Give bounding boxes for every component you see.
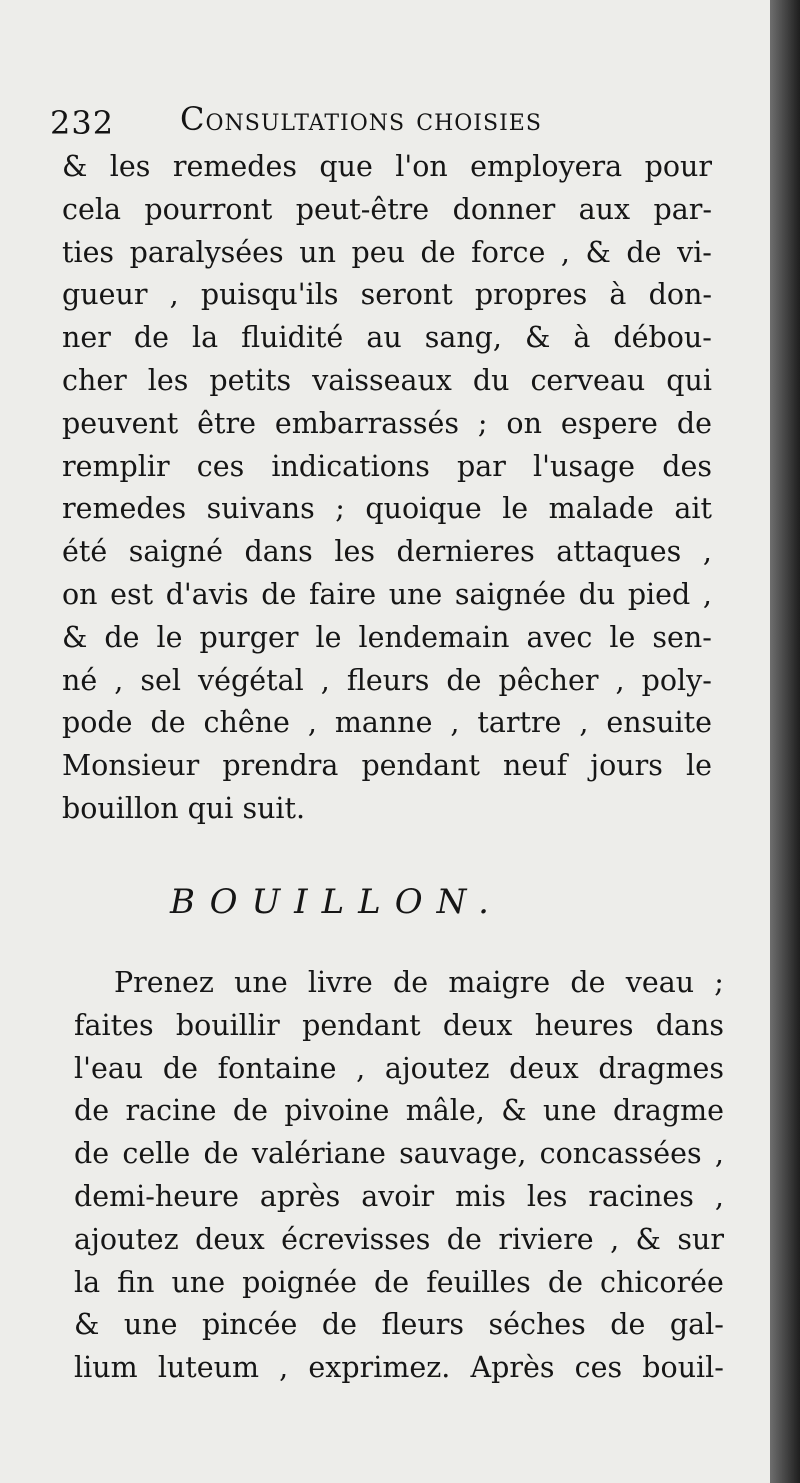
word: , bbox=[279, 1351, 289, 1385]
word: racines bbox=[588, 1179, 694, 1213]
word: , bbox=[450, 706, 460, 740]
text-line bbox=[62, 403, 712, 446]
word: on bbox=[62, 577, 98, 611]
word: pode bbox=[62, 706, 133, 740]
word: l'usage bbox=[533, 449, 636, 483]
word: exprimez. bbox=[308, 1351, 451, 1385]
word: par- bbox=[653, 192, 712, 226]
word: une bbox=[171, 1265, 226, 1299]
word: pour bbox=[644, 150, 712, 183]
word: sel bbox=[140, 663, 181, 697]
word: ; bbox=[714, 966, 724, 999]
word: végétal bbox=[198, 663, 304, 697]
section-heading: BOUILLON. bbox=[170, 882, 503, 922]
text-line bbox=[62, 274, 712, 317]
word: demi-heure bbox=[74, 1179, 239, 1213]
text-line: bouillon qui suit. bbox=[62, 791, 306, 825]
word: livre bbox=[307, 966, 373, 999]
word: mis bbox=[455, 1179, 506, 1213]
word: du bbox=[578, 577, 616, 611]
text-line bbox=[62, 617, 712, 660]
word: la bbox=[192, 321, 219, 355]
word: de bbox=[626, 235, 662, 269]
word: fleurs bbox=[381, 1308, 464, 1342]
word: de bbox=[446, 663, 482, 697]
word: saignée bbox=[454, 577, 566, 611]
word: après bbox=[259, 1179, 341, 1213]
word: Monsieur bbox=[62, 749, 200, 783]
word: peut-être bbox=[295, 192, 430, 226]
word: séches bbox=[488, 1308, 586, 1342]
word: sang, bbox=[424, 321, 502, 355]
word: dans bbox=[244, 535, 313, 569]
word: dragmes bbox=[598, 1051, 724, 1085]
word: bouillir bbox=[175, 1008, 280, 1042]
word: cela bbox=[62, 192, 121, 226]
word: ; bbox=[477, 406, 488, 440]
text-line bbox=[62, 232, 712, 275]
word: lendemain bbox=[358, 620, 510, 654]
word: au bbox=[366, 321, 402, 355]
text-line bbox=[74, 1090, 724, 1133]
page-edge-shadow bbox=[770, 0, 800, 1483]
word: ces bbox=[196, 449, 245, 483]
word: cher bbox=[62, 363, 127, 397]
word: de bbox=[133, 321, 169, 355]
word: attaques bbox=[556, 535, 682, 569]
word: avec bbox=[526, 620, 593, 654]
word: celle bbox=[122, 1137, 191, 1171]
word: Prenez bbox=[114, 966, 214, 999]
word: & bbox=[501, 1094, 527, 1128]
text-line bbox=[62, 446, 712, 489]
word: , bbox=[169, 278, 179, 312]
word: de bbox=[74, 1137, 110, 1171]
word: dragme bbox=[613, 1094, 724, 1128]
page-number: 232 bbox=[50, 104, 115, 142]
word: de bbox=[321, 1308, 357, 1342]
word: d'avis bbox=[165, 577, 249, 611]
word: , bbox=[610, 1222, 620, 1256]
text-line bbox=[74, 1005, 724, 1048]
word: que bbox=[319, 150, 373, 183]
word: tartre bbox=[477, 706, 562, 740]
text-line bbox=[62, 531, 712, 574]
word: deux bbox=[509, 1051, 579, 1085]
word: être bbox=[197, 406, 256, 440]
word: donner bbox=[452, 192, 556, 226]
word: gueur bbox=[62, 278, 148, 312]
word: pivoine bbox=[284, 1094, 390, 1128]
word: de bbox=[232, 1094, 268, 1128]
word: du bbox=[472, 363, 510, 397]
word: fontaine bbox=[217, 1051, 337, 1085]
word: de bbox=[610, 1308, 646, 1342]
word: & bbox=[525, 321, 551, 355]
word: l'eau bbox=[74, 1051, 144, 1085]
word: , bbox=[714, 1179, 724, 1213]
word: faire bbox=[308, 577, 377, 611]
word: concassées bbox=[539, 1137, 702, 1171]
word: chicorée bbox=[600, 1265, 724, 1299]
text-line bbox=[74, 962, 724, 1005]
text-line bbox=[62, 488, 712, 531]
word: riviere bbox=[498, 1222, 594, 1256]
word: quoique bbox=[365, 492, 482, 526]
word: de bbox=[74, 1094, 110, 1128]
word: ensuite bbox=[606, 706, 712, 740]
running-head bbox=[50, 100, 740, 150]
word: , bbox=[615, 663, 625, 697]
word: de bbox=[392, 966, 429, 999]
word: de bbox=[162, 1051, 198, 1085]
word: à bbox=[609, 278, 627, 312]
word: fleurs bbox=[346, 663, 430, 697]
word: & bbox=[585, 235, 611, 269]
word: peuvent bbox=[62, 406, 179, 440]
word: don- bbox=[648, 278, 712, 312]
word: pendant bbox=[361, 749, 480, 783]
word: saigné bbox=[128, 535, 223, 569]
word: mâle, bbox=[405, 1094, 485, 1128]
word: pêcher bbox=[498, 663, 599, 697]
word: le bbox=[502, 492, 529, 526]
word: , bbox=[579, 706, 589, 740]
word: embarrassés bbox=[274, 406, 459, 440]
text-line bbox=[74, 1347, 724, 1390]
word: veau bbox=[625, 966, 695, 999]
word: suivans bbox=[206, 492, 315, 526]
word: Après bbox=[470, 1351, 555, 1385]
word: remedes bbox=[172, 150, 297, 183]
word: de bbox=[446, 1222, 482, 1256]
word: & bbox=[74, 1308, 100, 1342]
recipe-paragraph bbox=[74, 962, 724, 1390]
text-line bbox=[74, 1133, 724, 1176]
body-paragraph bbox=[62, 146, 712, 831]
word: seront bbox=[360, 278, 453, 312]
word: paralysées bbox=[129, 235, 284, 269]
word: pendant bbox=[302, 1008, 421, 1042]
word: la bbox=[74, 1265, 101, 1299]
word: à bbox=[573, 321, 591, 355]
word: pied bbox=[627, 577, 691, 611]
text-line bbox=[62, 660, 712, 703]
word: , bbox=[714, 1137, 724, 1171]
word: & bbox=[62, 620, 88, 654]
word: le bbox=[156, 620, 183, 654]
word: lium bbox=[74, 1351, 138, 1385]
text-line bbox=[62, 574, 712, 617]
word: est bbox=[110, 577, 154, 611]
word: le bbox=[685, 749, 712, 783]
word: de bbox=[104, 620, 140, 654]
word: vaisseaux bbox=[312, 363, 452, 397]
word: valériane bbox=[251, 1137, 386, 1171]
word: le bbox=[315, 620, 342, 654]
word: malade bbox=[548, 492, 654, 526]
word: de bbox=[676, 406, 712, 440]
word: une bbox=[123, 1308, 178, 1342]
word: ces bbox=[574, 1351, 623, 1385]
word: les bbox=[334, 535, 375, 569]
text-line bbox=[62, 189, 712, 232]
word: une bbox=[234, 966, 288, 999]
word: le bbox=[609, 620, 636, 654]
text-line bbox=[62, 317, 712, 360]
word: gal- bbox=[669, 1308, 724, 1342]
text-line bbox=[62, 702, 712, 745]
text-line bbox=[74, 1048, 724, 1091]
word: neuf bbox=[503, 749, 568, 783]
word: remplir bbox=[62, 449, 170, 483]
word: faites bbox=[74, 1008, 154, 1042]
word: maigre bbox=[448, 966, 551, 999]
word: , bbox=[320, 663, 330, 697]
word: , bbox=[702, 535, 712, 569]
word: feuilles bbox=[426, 1265, 531, 1299]
word: force bbox=[471, 235, 546, 269]
word: luteum bbox=[157, 1351, 259, 1385]
word: ner bbox=[62, 321, 111, 355]
word: on bbox=[506, 406, 542, 440]
word: fin bbox=[117, 1265, 155, 1299]
word: de bbox=[261, 577, 297, 611]
word: , bbox=[560, 235, 570, 269]
word: les bbox=[526, 1179, 568, 1213]
word: débou- bbox=[613, 321, 712, 355]
word: de bbox=[150, 706, 186, 740]
word: aux bbox=[578, 192, 631, 226]
text-line bbox=[62, 745, 712, 788]
word: ties bbox=[62, 235, 115, 269]
word: qui bbox=[666, 363, 712, 397]
word: les bbox=[147, 363, 189, 397]
word: écrevisses bbox=[281, 1222, 431, 1256]
word: vi- bbox=[677, 235, 712, 269]
word: prendra bbox=[222, 749, 339, 783]
word: , bbox=[307, 706, 317, 740]
word: poly- bbox=[641, 663, 712, 697]
word: deux bbox=[442, 1008, 513, 1042]
word: indications bbox=[271, 449, 430, 483]
word: pincée bbox=[201, 1308, 298, 1342]
word: une bbox=[543, 1094, 597, 1128]
word: de bbox=[374, 1265, 410, 1299]
word: propres bbox=[474, 278, 588, 312]
word: l'on bbox=[395, 150, 448, 183]
word: par bbox=[457, 449, 506, 483]
word: dans bbox=[655, 1008, 724, 1042]
word: avoir bbox=[361, 1179, 435, 1213]
text-line bbox=[62, 146, 712, 189]
word: puisqu'ils bbox=[200, 278, 339, 312]
word: & bbox=[635, 1222, 661, 1256]
word: espere bbox=[560, 406, 658, 440]
word: ajoutez bbox=[74, 1222, 179, 1256]
running-title: Consultations choisies bbox=[180, 100, 542, 138]
word: né bbox=[62, 663, 98, 697]
text-line bbox=[74, 1304, 724, 1347]
word: des bbox=[662, 449, 712, 483]
text-line bbox=[62, 360, 712, 403]
word: sur bbox=[677, 1222, 724, 1256]
word: remedes bbox=[62, 492, 187, 526]
word: manne bbox=[334, 706, 433, 740]
word: ait bbox=[674, 492, 712, 526]
text-line bbox=[74, 1262, 724, 1305]
word: été bbox=[62, 535, 108, 569]
word: les bbox=[109, 150, 151, 183]
word: une bbox=[388, 577, 443, 611]
word: sen- bbox=[652, 620, 712, 654]
word: sauvage, bbox=[399, 1137, 527, 1171]
word: petits bbox=[209, 363, 292, 397]
word: peu bbox=[351, 235, 405, 269]
word: & bbox=[62, 150, 88, 183]
word: de bbox=[420, 235, 456, 269]
word: fluidité bbox=[241, 321, 344, 355]
word: deux bbox=[195, 1222, 265, 1256]
word: jours bbox=[590, 749, 663, 783]
word: dernieres bbox=[396, 535, 535, 569]
word: poignée bbox=[242, 1265, 358, 1299]
word: de bbox=[203, 1137, 239, 1171]
word: cerveau bbox=[530, 363, 646, 397]
word: racine bbox=[125, 1094, 217, 1128]
word: bouil- bbox=[642, 1351, 724, 1385]
word: un bbox=[299, 235, 336, 269]
word: employera bbox=[470, 150, 623, 183]
text-line bbox=[74, 1219, 724, 1262]
word: ajoutez bbox=[384, 1051, 490, 1085]
word: heures bbox=[534, 1008, 634, 1042]
word: de bbox=[570, 966, 606, 999]
word: pourront bbox=[144, 192, 273, 226]
word: , bbox=[114, 663, 124, 697]
word: ; bbox=[335, 492, 345, 526]
word: chêne bbox=[203, 706, 290, 740]
text-line bbox=[74, 1176, 724, 1219]
word: , bbox=[702, 577, 712, 611]
word: purger bbox=[199, 620, 299, 654]
word: de bbox=[547, 1265, 583, 1299]
word: , bbox=[356, 1051, 366, 1085]
